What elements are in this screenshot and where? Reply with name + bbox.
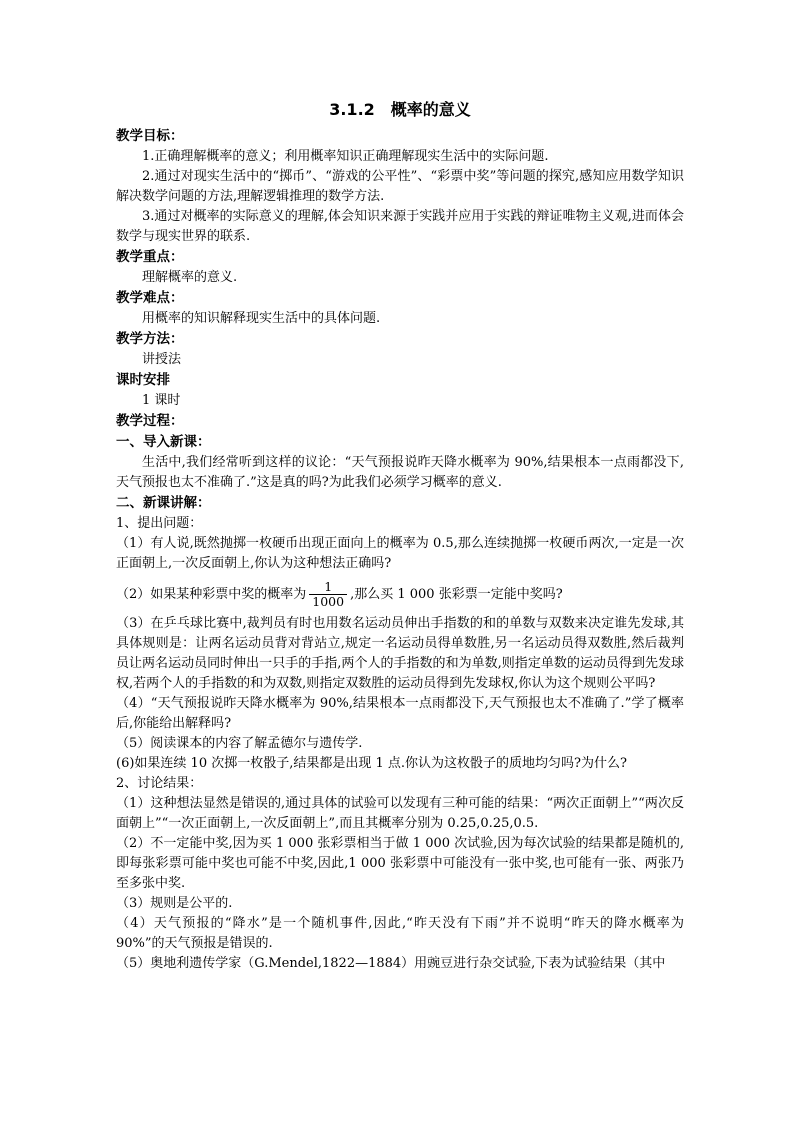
document-page xyxy=(116,98,684,974)
process-heading: 教学过程： xyxy=(116,413,184,429)
difficulties-text: 用概率的知识解释现实生活中的具体问题. xyxy=(142,311,381,326)
page-title: 3.1.2 概率的意义 xyxy=(329,100,471,119)
difficulties-heading: 教学难点： xyxy=(116,290,184,306)
key-points-heading: 教学重点： xyxy=(116,249,184,265)
schedule-heading: 课时安排 xyxy=(116,372,170,388)
objective-item-2: 2.通过对现实生活中的“掷币”、“游戏的公平性”、“彩票中奖”等问题的探究,感知应用数学知识解决数学问题的方法,理解逻辑推理的数学方法. xyxy=(116,169,684,204)
question-5: （5）阅读课本的内容了解孟德尔与遗传学. xyxy=(116,736,363,751)
probability-fraction xyxy=(309,580,347,609)
method-heading: 教学方法： xyxy=(116,331,184,347)
question-6: (6)如果连续 10 次掷一枚骰子,结果都是出现 1 点.你认为这枚骰子的质地均匀吗?为什么? xyxy=(116,756,627,771)
objectives-heading: 教学目标： xyxy=(116,128,184,144)
schedule-text: 1 课时 xyxy=(142,393,181,408)
lecture-heading: 二、新课讲解： xyxy=(116,495,211,511)
intro-heading: 一、导入新课： xyxy=(116,434,211,450)
question-2-suffix: ,那么买 1 000 张彩票一定能中奖吗? xyxy=(350,587,563,602)
answer-3: （3）规则是公平的. xyxy=(116,896,233,911)
objective-item-1: 1.正确理解概率的意义；利用概率知识正确理解现实生活中的实际问题. xyxy=(142,149,549,164)
fraction-numerator: 1 xyxy=(324,579,333,594)
method-text: 讲授法 xyxy=(142,352,182,367)
answer-5: （5）奥地利遗传学家（G.Mendel,1822—1884）用豌豆进行杂交试验,下表为试验结果（其中 xyxy=(116,956,666,971)
question-2-prefix: （2）如果某种彩票中奖的概率为 xyxy=(116,587,307,602)
subsection-questions: 1、提出问题： xyxy=(116,516,203,531)
question-1: （1）有人说,既然抛掷一枚硬币出现正面向上的概率为 0.5,那么连续抛掷一枚硬币两次,一定是一次正面朝上,一次反面朝上,你认为这种想法正确吗? xyxy=(116,536,684,571)
question-4: （4）“天气预报说昨天降水概率为 90%,结果根本一点雨都没下,天气预报也太不准确了.”学了概率后,你能给出解释吗? xyxy=(116,696,684,731)
intro-text: 生活中,我们经常听到这样的议论：“天气预报说昨天降水概率为 90%,结果根本一点雨都没下,天气预报也太不准确了.”这是真的吗?为此我们必须学习概率的意义. xyxy=(116,455,684,490)
fraction-denominator: 1000 xyxy=(309,594,347,609)
objective-item-3: 3.通过对概率的实际意义的理解,体会知识来源于实践并应用于实践的辩证唯物主义观,进而体会数学与现实世界的联系. xyxy=(116,209,684,244)
question-2 xyxy=(116,578,684,612)
answer-4: （4）天气预报的“降水”是一个随机事件,因此,“昨天没有下雨”并不说明“昨天的降水概率为 90%”的天气预报是错误的. xyxy=(116,916,684,951)
question-3: （3）在乒乓球比赛中,裁判员有时也用数名运动员伸出手指数的和的单数与双数来决定谁先发球,其具体规则是：让两名运动员背对背站立,规定一名运动员得单数胜,另一名运动员得双数胜,然后裁判员让两名运动员同时伸出一只手的手指,两个人的手指数的和为单数,则指定单数的运动员得到先发球权,若两个人的手指数的和为双数,则指定双数胜的运动员得到先发球权,你认为这个规则公平吗? xyxy=(116,616,684,691)
answer-2: （2）不一定能中奖,因为买 1 000 张彩票相当于做 1 000 次试验,因为每次试验的结果都是随机的,即每张彩票可能中奖也可能不中奖,因此,1 000 张彩票中可能没有一张中奖,也可能有一张、两张乃至多张中奖. xyxy=(116,836,684,891)
key-points-text: 理解概率的意义. xyxy=(142,270,238,285)
answer-1: （1）这种想法显然是错误的,通过具体的试验可以发现有三种可能的结果：“两次正面朝上”“两次反面朝上”“一次正面朝上,一次反面朝上”,而且其概率分别为 0.25,0.25,0.5. xyxy=(116,796,684,831)
subsection-results: 2、讨论结果： xyxy=(116,776,203,791)
